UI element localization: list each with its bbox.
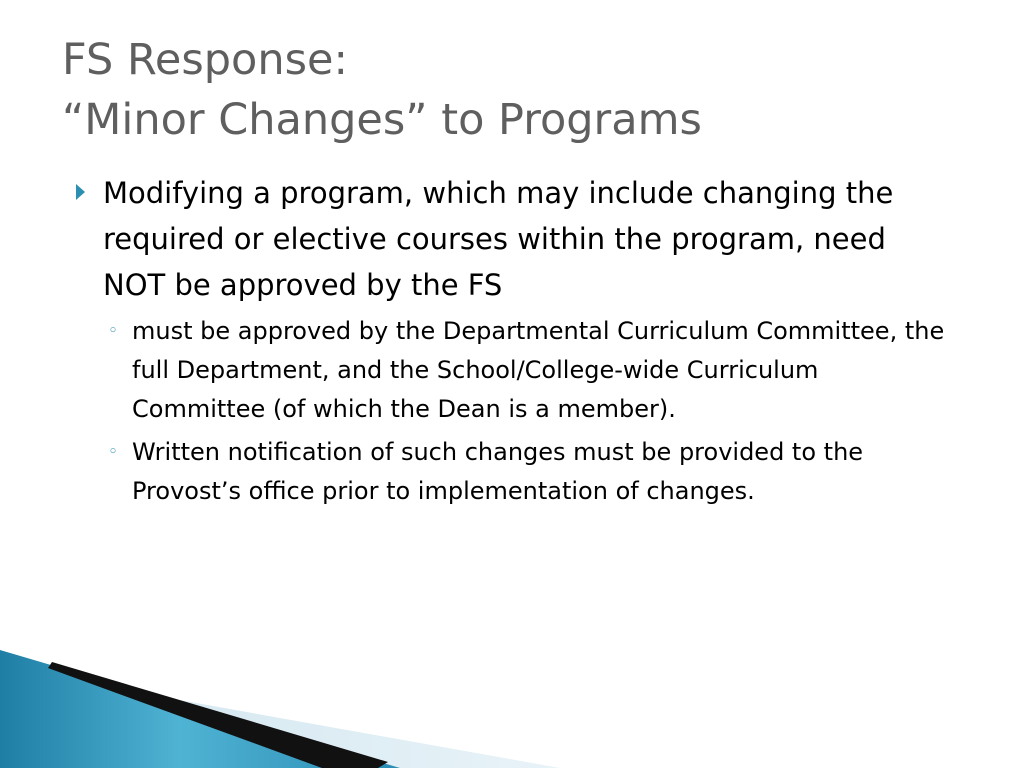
sub-bullet-text: must be approved by the Departmental Curriculum Committee, the full Department, and the School/College-wide Curriculum Committee (of which the Dean is a member).: [132, 317, 945, 423]
bullet-main-text: Modifying a program, which may include changing the required or elective courses within the program, need NOT be approved by the FS: [103, 176, 894, 302]
title-line-1: FS Response:: [62, 35, 348, 85]
sub-bullet-text: Written notification of such changes must be provided to the Provost’s office prior to implementation of changes.: [132, 438, 864, 505]
title-line-2: “Minor Changes” to Programs: [62, 95, 702, 145]
ring-icon: ◦: [108, 442, 119, 462]
ring-icon: ◦: [108, 321, 119, 341]
